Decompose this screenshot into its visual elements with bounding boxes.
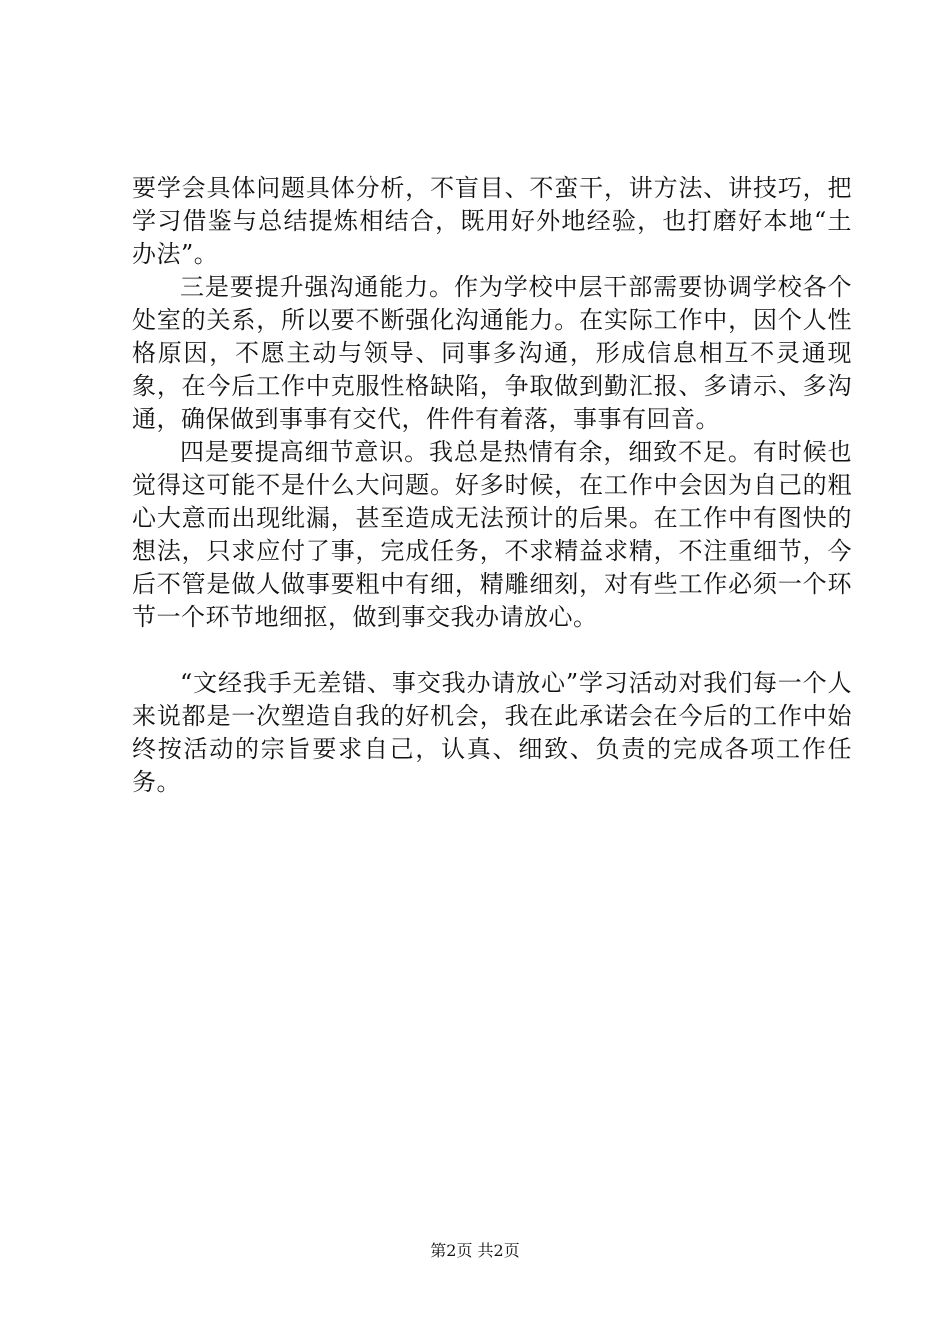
- page-footer: 第2页 共2页: [430, 1241, 520, 1260]
- paragraph-1: 要学会具体问题具体分析，不盲目、不蛮干，讲方法、讲技巧，把学习借鉴与总结提炼相结合，既用好外地经验，也打磨好本地“土办法”。: [132, 174, 852, 268]
- document-body: [132, 172, 852, 799]
- paragraph-4: “文经我手无差错、事交我办请放心”学习活动对我们每一个人来说都是一次塑造自我的好机会，我在此承诺会在今后的工作中始终按活动的宗旨要求自己，认真、细致、负责的完成各项工作任务。: [132, 669, 852, 796]
- paragraph-3: 四是要提高细节意识。我总是热情有余，细致不足。有时候也觉得这可能不是什么大问题。好多时候，在工作中会因为自己的粗心大意而出现纰漏，甚至造成无法预计的后果。在工作中有图快的想法，只求应付了事，完成任务，不求精益求精，不注重细节，今后不管是做人做事要粗中有细，精雕细刻，对有些工作必须一个环节一个环节地细抠，做到事交我办请放心。: [132, 438, 852, 631]
- paragraph-2: 三是要提升强沟通能力。作为学校中层干部需要协调学校各个处室的关系，所以要不断强化沟通能力。在实际工作中，因个人性格原因，不愿主动与领导、同事多沟通，形成信息相互不灵通现象，在今后工作中克服性格缺陷，争取做到勤汇报、多请示、多沟通，确保做到事事有交代，件件有着落，事事有回音。: [132, 273, 852, 433]
- paragraph-spacer: [132, 634, 852, 667]
